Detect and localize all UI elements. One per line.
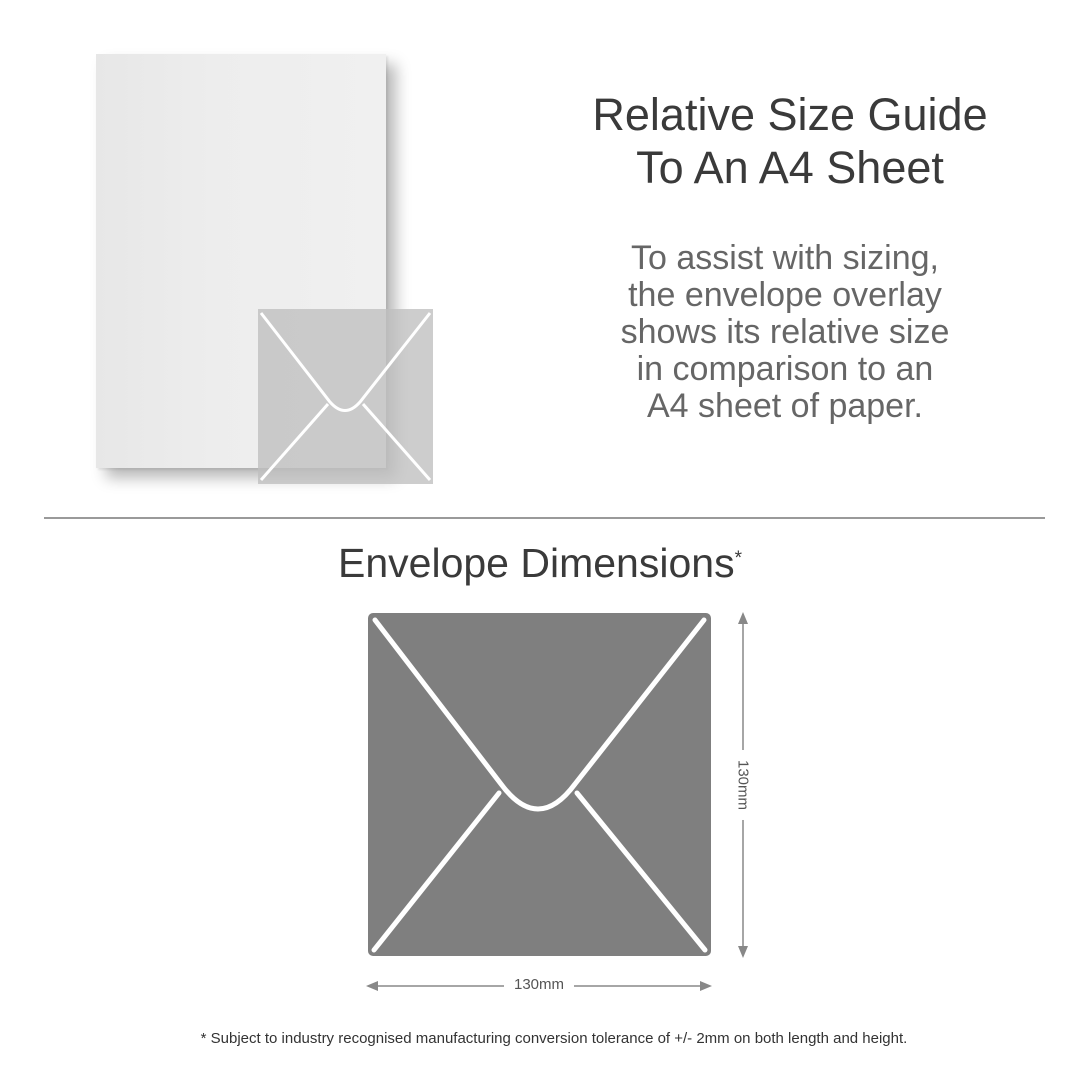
width-dimension xyxy=(366,972,712,1000)
dimensions-heading xyxy=(240,538,840,588)
envelope-overlay-icon xyxy=(258,309,433,484)
asterisk-marker: * xyxy=(734,548,742,569)
tolerance-footnote: * Subject to industry recognised manufacturing conversion tolerance of +/- 2mm on both length and height. xyxy=(200,1030,908,1047)
envelope-diagram-icon xyxy=(368,613,711,956)
title-line-2: To An A4 Sheet xyxy=(636,142,944,193)
page-title xyxy=(530,88,1050,194)
title-line-1: Relative Size Guide xyxy=(592,89,988,140)
description-line-5: A4 sheet of paper. xyxy=(647,387,923,425)
sizing-description xyxy=(555,240,1015,425)
section-divider xyxy=(44,517,1045,519)
height-dimension xyxy=(728,612,758,958)
a4-size-comparison xyxy=(90,50,450,500)
description-line-1: To assist with sizing, xyxy=(631,239,939,277)
dimensions-heading-text: Envelope Dimensions xyxy=(338,540,735,586)
description-line-3: shows its relative size xyxy=(620,313,950,351)
description-line-2: the envelope overlay xyxy=(628,276,942,314)
height-label: 130mm xyxy=(735,750,752,820)
description-line-4: in comparison to an xyxy=(636,350,934,388)
width-label: 130mm xyxy=(504,976,574,993)
